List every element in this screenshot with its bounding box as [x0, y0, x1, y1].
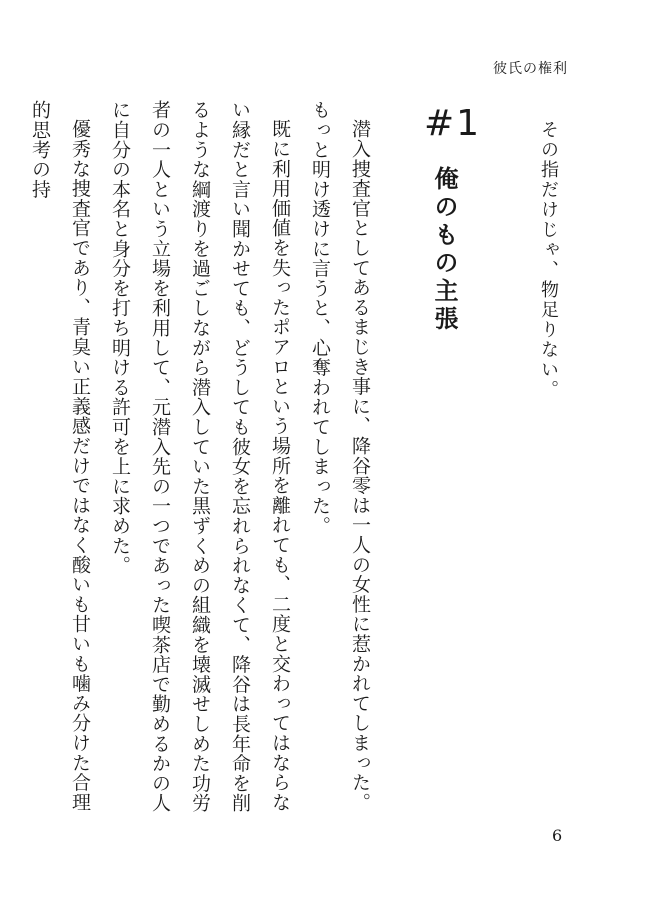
chapter-title: 俺のもの主張 — [430, 166, 458, 334]
paragraph: 既に利用価値を失ったポアロという場所を離れても、二度と交わってはならない縁だと言い聞かせても、どうしても彼女を忘れられなくて、降谷は長年命を削るような綱渡りを過ごしながら潜入していた黒ずくめの組織を壊滅せしめた功労者の一人という立場を利用して、元潜入先の一つであった喫茶店で勤めるかの人に自分の本名と身分を打ち明ける許可を上に求めた。 — [109, 100, 291, 813]
body-text — [29, 100, 380, 820]
page-number: 6 — [552, 826, 563, 845]
chapter-number: #1 — [424, 103, 482, 144]
running-header: 彼氏の権利 — [493, 61, 568, 77]
paragraph: 優秀な捜査官であり、青臭い正義感だけではなく酸いも甘いも噛み分けた合理的思考の持 — [29, 100, 91, 812]
paragraph: 潜入捜査官としてあるまじき事に、降谷零は一人の女性に惹かれてしまった。もっと明け透けに言うと、心奪われてしまった。 — [309, 100, 371, 812]
chapter-epigraph: その指だけじゃ、物足りない。 — [538, 120, 559, 400]
